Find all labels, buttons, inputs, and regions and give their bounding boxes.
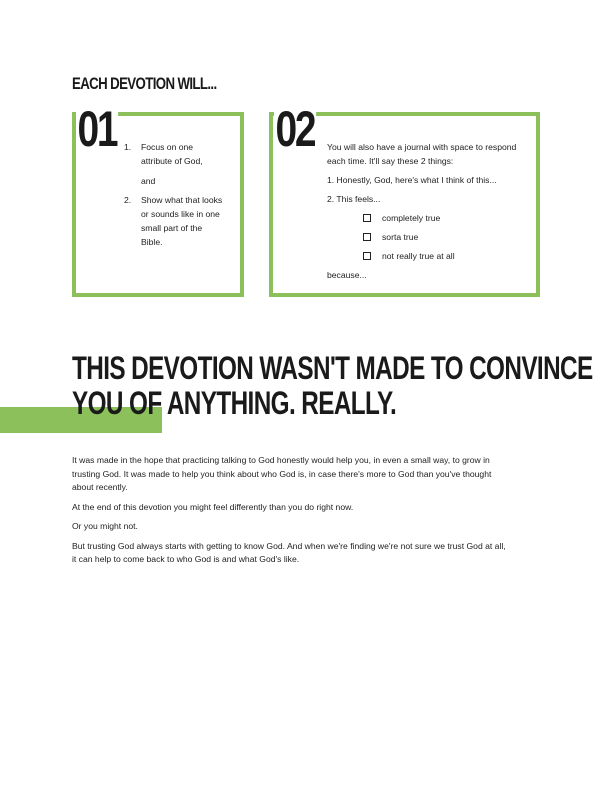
list-item-number: 2. <box>124 195 132 205</box>
section-heading: EACH DEVOTION WILL... <box>72 74 217 93</box>
list-item <box>124 140 224 168</box>
checkbox-icon <box>363 233 371 241</box>
checkbox-label: completely true <box>382 213 441 223</box>
checkbox-option <box>363 211 527 225</box>
box-02-intro: You will also have a journal with space to respond each time. It'll say these 2 things: <box>327 142 517 166</box>
main-heading-line-1: THIS DEVOTION WASN'T MADE TO CONVINCE <box>72 350 593 386</box>
paragraph: It was made in the hope that practicing talking to God honestly would help you, in even a small way, to grow in trusting God. It was made to help you think about who God is, in case there's more to God than you've thought about recently. <box>72 455 492 492</box>
list-item-text: Show what that looks or sounds like in one small part of the Bible. <box>141 195 223 247</box>
checkbox-option <box>363 230 527 244</box>
main-heading-line-2: YOU OF ANYTHING. REALLY. <box>72 385 397 421</box>
body-text <box>72 454 512 573</box>
box-01-list <box>124 140 224 249</box>
box-02-line-1: 1. Honestly, God, here's what I think of this... <box>327 175 497 185</box>
box-02-line-2: 2. This feels... <box>327 194 381 204</box>
list-item <box>124 193 224 249</box>
box-02-number: 02 <box>275 101 315 157</box>
list-item-number: 1. <box>124 142 132 152</box>
paragraph: At the end of this devotion you might feel differently than you do right now. <box>72 501 354 512</box>
checkbox-icon <box>363 214 371 222</box>
box-01-number: 01 <box>77 101 117 157</box>
list-item-text: Focus on one attribute of God, <box>141 142 203 166</box>
checkbox-label: not really true at all <box>382 251 455 261</box>
checkbox-label: sorta true <box>382 232 419 242</box>
checkbox-option <box>363 249 527 263</box>
box-02-because: because... <box>327 270 367 280</box>
main-heading <box>72 350 593 421</box>
checkbox-icon <box>363 252 371 260</box>
paragraph: But trusting God always starts with getting to know God. And when we're finding we're not sure we trust God at all, it can help to come back to who God is and what God's like. <box>72 540 506 564</box>
list-and: and <box>141 176 156 186</box>
paragraph: Or you might not. <box>72 521 138 531</box>
box-02-content <box>327 140 527 282</box>
